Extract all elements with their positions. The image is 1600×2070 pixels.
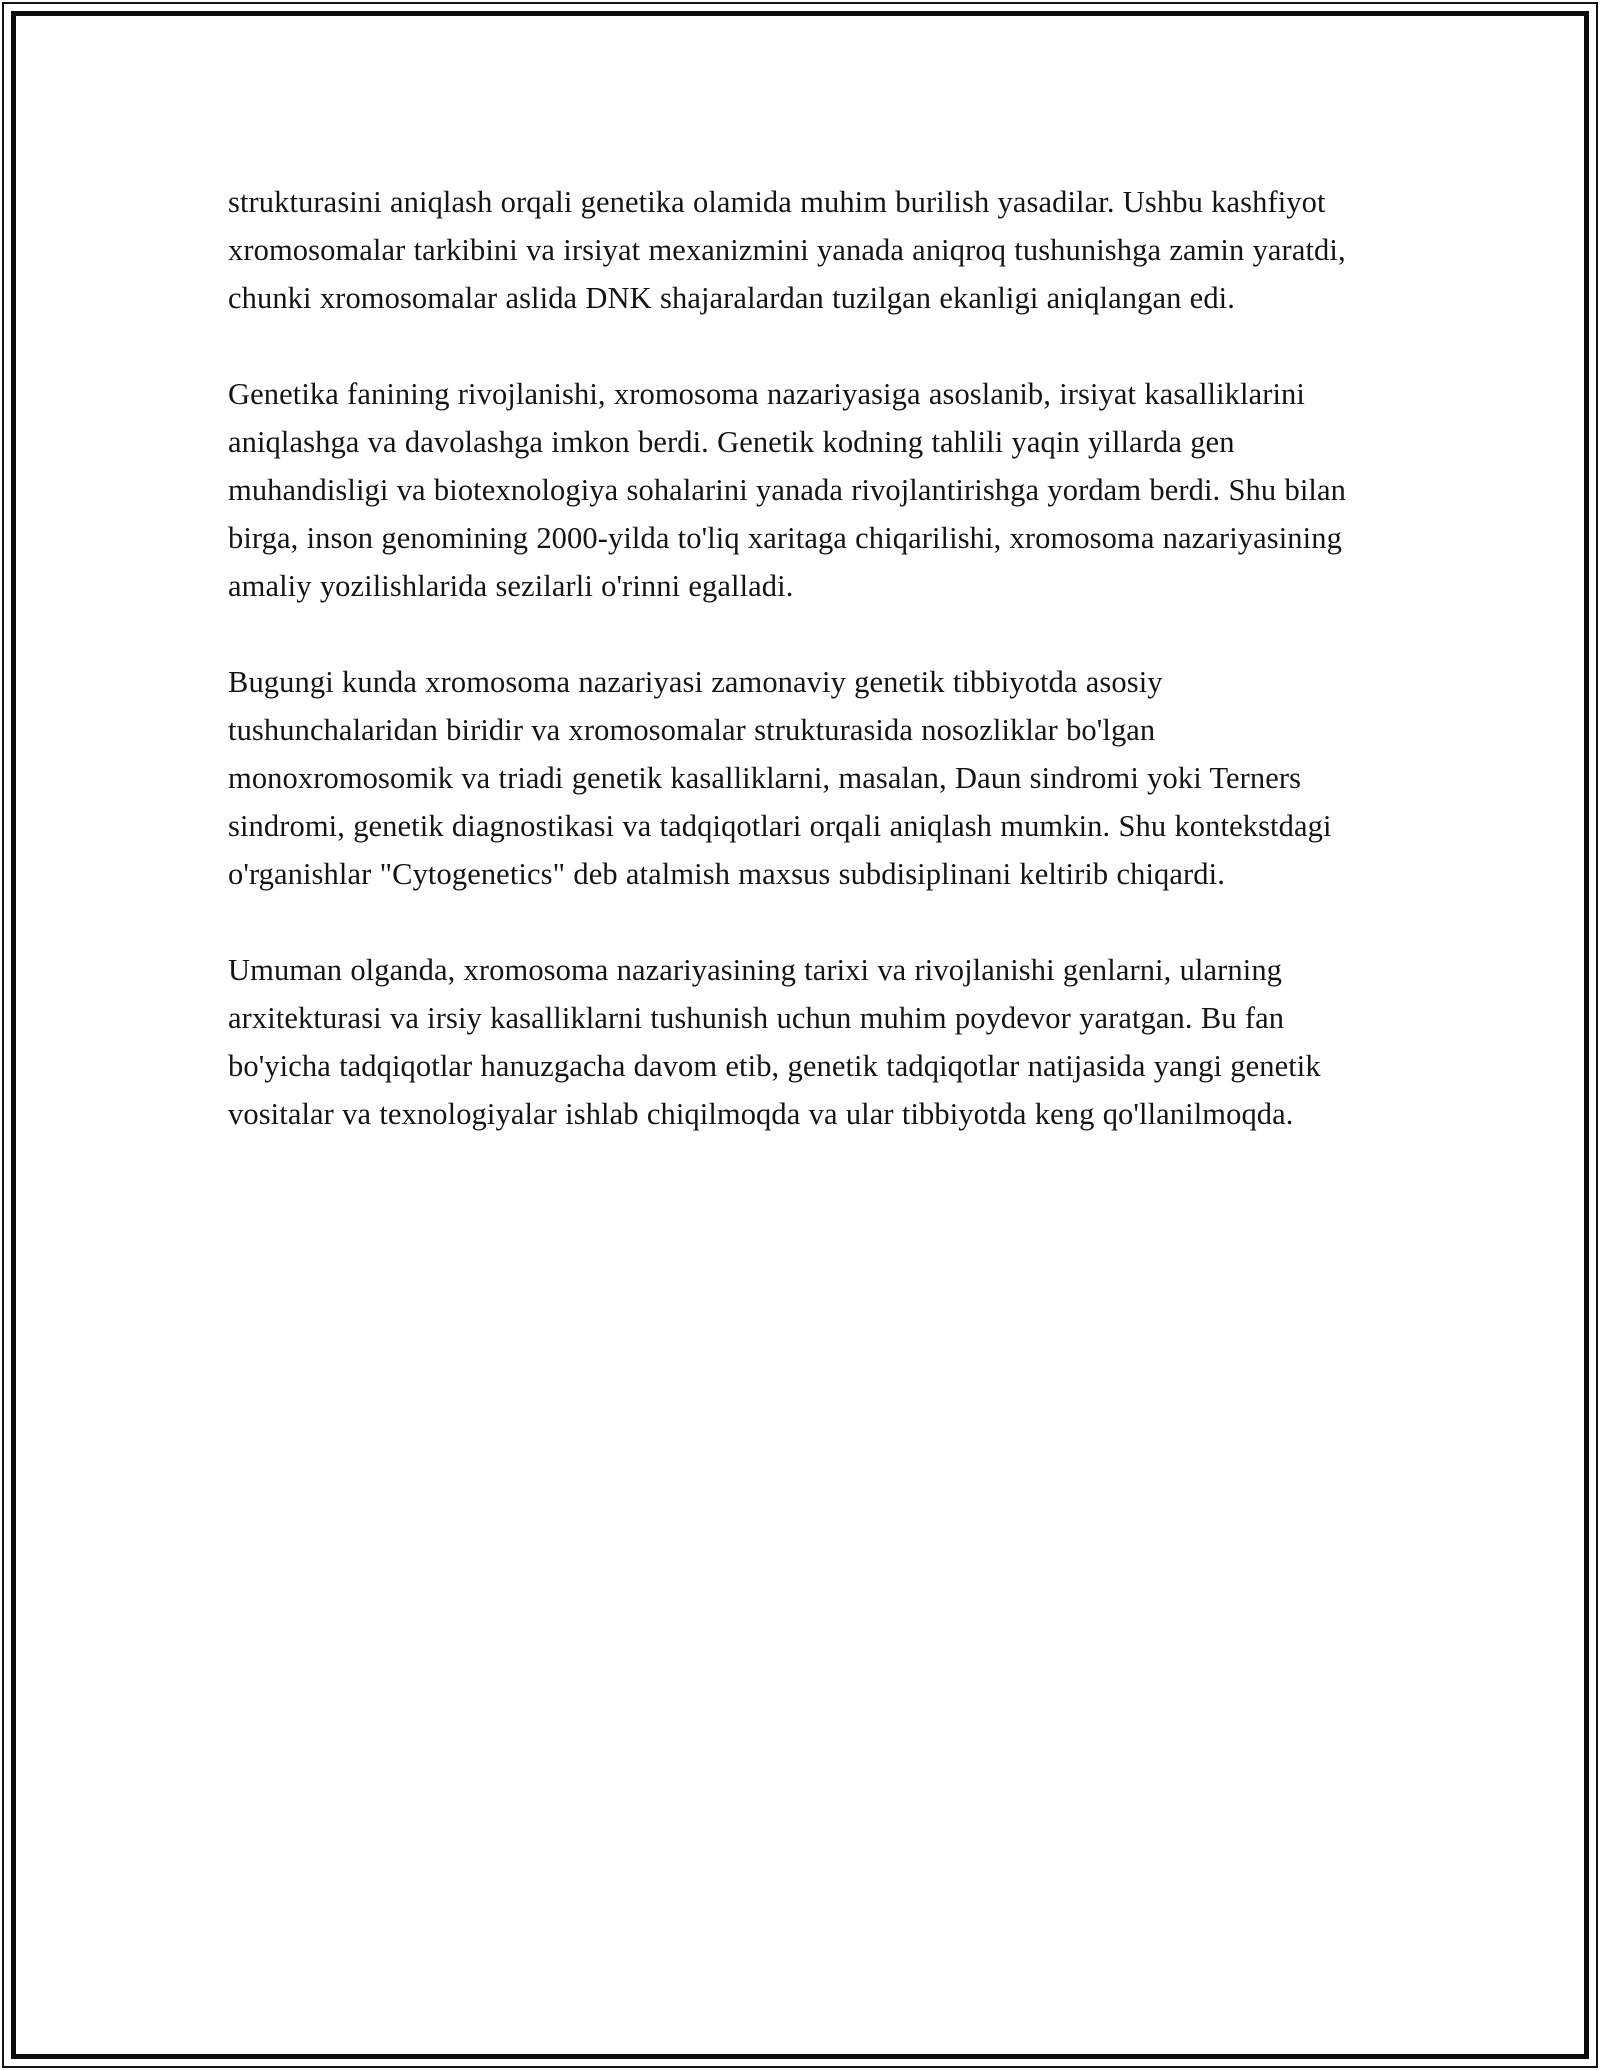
document-text-body <box>228 178 1356 1138</box>
paragraph-4: Umuman olganda, xromosoma nazariyasining tarixi va rivojlanishi genlarni, ularning arxitekturasi va irsiy kasalliklarni tushunish uchun muhim poydevor yaratgan. Bu fan bo'yicha tadqiqotlar hanuzgacha davom etib, genetik tadqiqotlar natijasida yangi genetik vositalar va texnologiyalar ishlab chiqilmoqda va ular tibbiyotda keng qo'llanilmoqda. <box>228 953 1321 1131</box>
paragraph-2: Genetika fanining rivojlanishi, xromosoma nazariyasiga asoslanib, irsiyat kasalliklarini aniqlashga va davolashga imkon berdi. Genetik kodning tahlili yaqin yillarda gen muhandisligi va biotexnologiya sohalarini yanada rivojlantirishga yordam berdi. Shu bilan birga, inson genomining 2000-yilda to'liq xaritaga chiqarilishi, xromosoma nazariyasining amaliy yozilishlarida sezilarli o'rinni egalladi. <box>228 377 1346 603</box>
paragraph-1: strukturasini aniqlash orqali genetika olamida muhim burilish yasadilar. Ushbu kashfiyot xromosomalar tarkibini va irsiyat mexanizmini yanada aniqroq tushunishga zamin yaratdi, chunki xromosomalar aslida DNK shajaralardan tuzilgan ekanligi aniqlangan edi. <box>228 185 1346 315</box>
paragraph-3: Bugungi kunda xromosoma nazariyasi zamonaviy genetik tibbiyotda asosiy tushunchalaridan biridir va xromosomalar strukturasida nosozliklar bo'lgan monoxromosomik va triadi genetik kasalliklarni, masalan, Daun sindromi yoki Terners sindromi, genetik diagnostikasi va tadqiqotlari orqali aniqlash mumkin. Shu kontekstdagi o'rganishlar "Cytogenetics" deb atalmish maxsus subdisiplinani keltirib chiqardi. <box>228 665 1332 891</box>
